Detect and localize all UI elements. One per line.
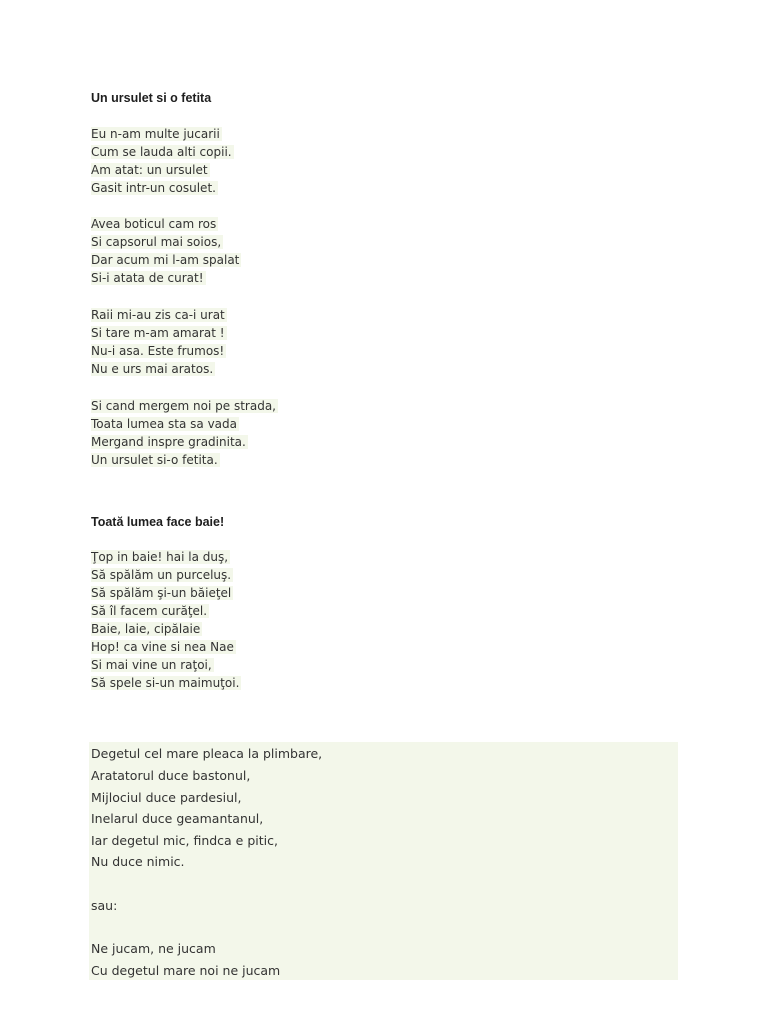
stanza (91, 397, 278, 469)
stanza (91, 215, 241, 287)
poem-line: Si-i atata de curat! (91, 271, 204, 285)
poem-line: Eu n-am multe jucarii (91, 127, 220, 141)
poem-line: Iar degetul mic, findca e pitic, (91, 833, 278, 848)
poem-line: Degetul cel mare pleaca la plimbare, (91, 746, 323, 761)
poem-line: Aratatorul duce bastonul, (91, 768, 251, 783)
stanza (91, 125, 234, 197)
poem-line: Nu duce nimic. (91, 854, 185, 869)
poem-line: Să spălăm şi-un băieţel (91, 586, 232, 600)
poem-line: Am atat: un ursulet (91, 163, 208, 177)
stanza (91, 548, 241, 692)
poem-line: Raii mi-au zis ca-i urat (91, 308, 225, 322)
poem-line: Un ursulet si-o fetita. (91, 453, 218, 467)
poem-line: Nu-i asa. Este frumos! (91, 344, 225, 358)
poem-line: Hop! ca vine si nea Nae (91, 640, 234, 654)
poem-line: Si mai vine un raţoi, (91, 658, 212, 672)
poem-line: Mijlociul duce pardesiul, (91, 790, 242, 805)
poem-line: Ne jucam, ne jucam (91, 941, 216, 956)
poem-line: Să îl facem curăţel. (91, 604, 208, 618)
poem-line: Ţop in baie! hai la duş, (91, 550, 229, 564)
poem-line: Baie, laie, cipălaie (91, 622, 201, 636)
poem-line: Si tare m-am amarat ! (91, 326, 225, 340)
poem-line: Mergand inspre gradinita. (91, 435, 246, 449)
separator-text: sau: (91, 898, 118, 913)
poem-line: Dar acum mi l-am spalat (91, 253, 240, 267)
poem-line: Cum se lauda alti copii. (91, 145, 232, 159)
poem-line: Cu degetul mare noi ne jucam (91, 963, 281, 978)
poem-title: Toată lumea face baie! (91, 515, 225, 529)
poem-line: Toata lumea sta sa vada (91, 417, 238, 431)
poem-line: Să spele si-un maimuţoi. (91, 676, 240, 690)
poem-line: Să spălăm un purceluş. (91, 568, 232, 582)
poem-line: Avea boticul cam ros (91, 217, 217, 231)
poem-line: Nu e urs mai aratos. (91, 362, 214, 376)
stanza (91, 306, 227, 378)
poem-line: Inelarul duce geamantanul, (91, 811, 264, 826)
poem-title: Un ursulet si o fetita (91, 91, 212, 105)
poem-line: Si cand mergem noi pe strada, (91, 399, 276, 413)
poem-line: Gasit intr-un cosulet. (91, 181, 216, 195)
poem-line: Si capsorul mai soios, (91, 235, 222, 249)
